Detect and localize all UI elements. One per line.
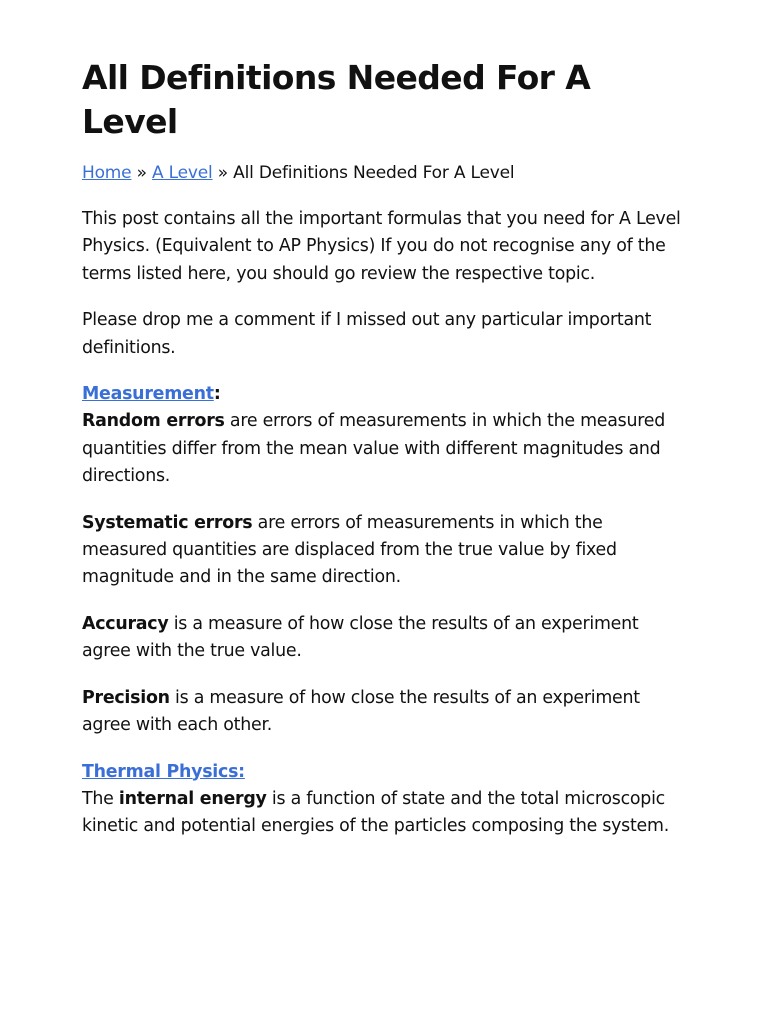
page-title: All Definitions Needed For A Level [82, 58, 591, 141]
random-errors-definition [82, 381, 686, 491]
definition-text: is a measure of how close the results of an experiment agree with each other. [82, 687, 640, 736]
definition-text: are errors of measurements in which the measured quantities differ from the mean value with different magnitudes and directions. [82, 411, 666, 487]
term-internal-energy: internal energy [118, 788, 267, 809]
definition-text: are errors of measurements in which the measured quantities are displaced from the true value by fixed magnitude and in the same direction. [82, 512, 617, 588]
systematic-errors-definition [82, 510, 686, 592]
thermal-physics-link[interactable]: Thermal Physics: [82, 761, 245, 782]
breadcrumb-separator: » [212, 163, 234, 183]
internal-energy-definition [82, 759, 686, 841]
comment-request-paragraph: Please drop me a comment if I missed out any particular important definitions. [82, 310, 652, 358]
breadcrumb-separator: » [131, 163, 153, 183]
breadcrumb-current: All Definitions Needed For A Level [233, 163, 515, 183]
accuracy-definition [82, 611, 686, 666]
heading-colon: : [213, 384, 221, 405]
term-systematic-errors: Systematic errors [82, 512, 253, 533]
breadcrumb [82, 160, 686, 186]
definition-text: is a measure of how close the results of an experiment agree with the true value. [82, 613, 639, 662]
breadcrumb-a-level-link[interactable]: A Level [152, 163, 213, 183]
definition-text: is a function of state and the total microscopic kinetic and potential energies of the particles composing the system. [82, 788, 669, 837]
measurement-link[interactable]: Measurement [82, 384, 214, 405]
term-random-errors: Random errors [82, 411, 225, 432]
definition-prefix: The [82, 788, 119, 809]
breadcrumb-home-link[interactable]: Home [82, 163, 132, 183]
intro-paragraph: This post contains all the important formulas that you need for A Level Physics. (Equivalent to AP Physics) If you do not recognise any of the terms listed here, you should go review the respective topic. [82, 209, 681, 284]
term-precision: Precision [82, 687, 170, 708]
term-accuracy: Accuracy [82, 613, 169, 634]
precision-definition [82, 685, 686, 740]
